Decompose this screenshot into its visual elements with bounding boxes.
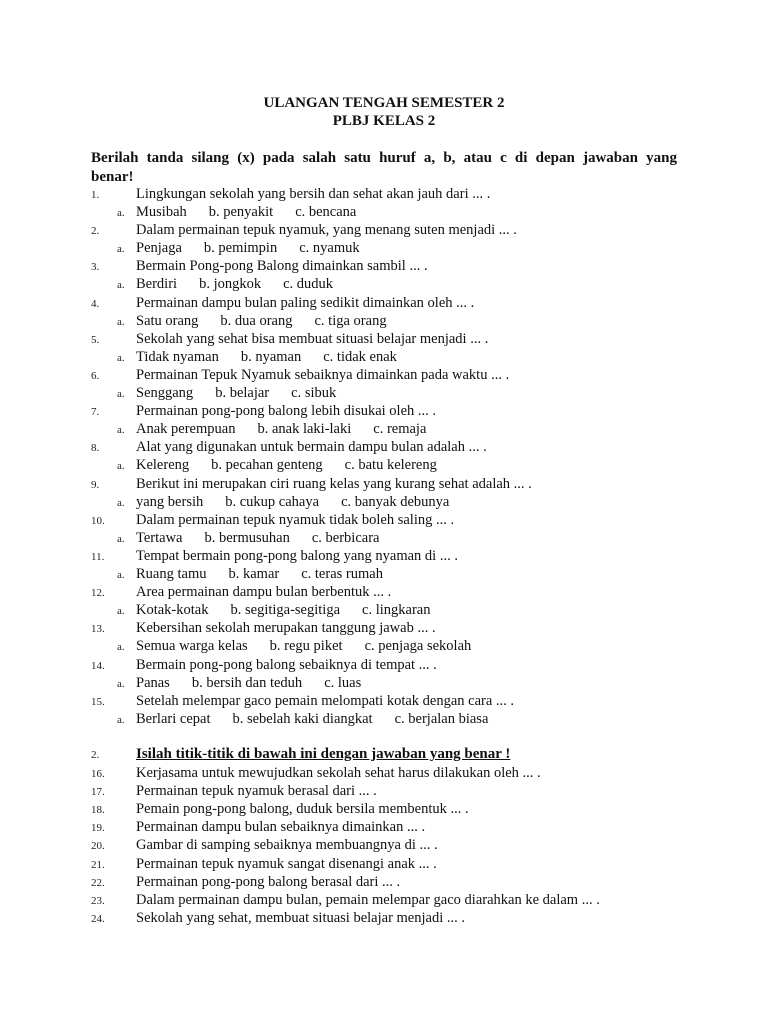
question-text: Kebersihan sekolah merupakan tanggung jawab ... . [136,620,436,636]
question-text: Dalam permainan tepuk nyamuk, yang menang suten menjadi ... . [136,222,517,238]
option-c: c. remaja [373,421,427,437]
question-number: 23. [91,895,105,907]
option-letter-a: a. [117,207,125,219]
option-letter-a: a. [117,352,125,364]
fill-in-question-text: Permainan tepuk nyamuk sangat disenangi anak ... . [136,856,437,872]
option-a: Tidak nyaman [136,349,219,365]
question-text: Permainan Tepuk Nyamuk sebaiknya dimainkan pada waktu ... . [136,367,510,383]
option-b: b. segitiga-segitiga [230,602,341,618]
option-a: Penjaga [136,240,182,256]
fill-in-question-text: Gambar di samping sebaiknya membuangnya di ... . [136,837,438,853]
option-b: b. anak laki-laki [257,421,352,437]
answer-options [136,529,401,547]
option-c: c. penjaga sekolah [364,638,472,654]
question-number: 3. [91,261,100,273]
question-number: 13. [91,623,105,635]
option-c: c. lingkaran [362,602,431,618]
question-text: Alat yang digunakan untuk bermain dampu bulan adalah ... . [136,439,487,455]
question-number: 16. [91,768,105,780]
section2-number: 2. [91,749,100,761]
option-letter-a: a. [117,569,125,581]
question-text: Sekolah yang sehat bisa membuat situasi belajar menjadi ... . [136,331,489,347]
option-c: c. nyamuk [299,240,360,256]
option-b: b. sebelah kaki diangkat [232,711,373,727]
option-b: b. nyaman [240,349,302,365]
question-number: 6. [91,370,100,382]
option-letter-a: a. [117,678,125,690]
option-a: Musibah [136,204,187,220]
option-b: b. regu piket [269,638,343,654]
question-text: Berikut ini merupakan ciri ruang kelas yang kurang sehat adalah ... . [136,476,532,492]
question-text: Bermain Pong-pong Balong dimainkan sambil ... . [136,258,428,274]
question-number: 2. [91,225,100,237]
option-b: b. bermusuhan [204,530,290,546]
option-b: b. kamar [228,566,280,582]
answer-options [136,565,405,583]
option-letter-a: a. [117,497,125,509]
question-number: 17. [91,786,105,798]
answer-options [136,674,383,692]
question-text: Permainan pong-pong balong lebih disukai oleh ... . [136,403,437,419]
option-a: Berdiri [136,276,178,292]
answer-options [136,710,510,728]
option-c: c. tiga orang [314,313,387,329]
question-number: 11. [91,551,105,563]
option-a: Kelereng [136,457,190,473]
option-letter-a: a. [117,424,125,436]
option-c: c. luas [324,675,362,691]
option-letter-a: a. [117,316,125,328]
option-letter-a: a. [117,460,125,472]
section2-instruction: Isilah titik-titik di bawah ini dengan jawaban yang benar ! [136,746,511,762]
option-c: c. berjalan biasa [394,711,489,727]
option-letter-a: a. [117,243,125,255]
question-number: 22. [91,877,105,889]
answer-options [136,312,409,330]
answer-options [136,601,452,619]
answer-options [136,493,471,511]
option-c: c. batu kelereng [344,457,437,473]
question-number: 1. [91,189,100,201]
option-c: c. berbicara [311,530,380,546]
option-b: b. cukup cahaya [225,494,320,510]
option-a: Semua warga kelas [136,638,248,654]
question-number: 19. [91,822,105,834]
question-number: 21. [91,859,105,871]
question-text: Dalam permainan tepuk nyamuk tidak boleh saling ... . [136,512,455,528]
question-number: 5. [91,334,100,346]
option-a: Panas [136,675,170,691]
question-number: 15. [91,696,105,708]
question-text: Setelah melempar gaco pemain melompati kotak dengan cara ... . [136,693,515,709]
option-b: b. jongkok [199,276,262,292]
answer-options [136,275,355,293]
option-letter-a: a. [117,714,125,726]
option-letter-a: a. [117,388,125,400]
option-a: Ruang tamu [136,566,207,582]
option-b: b. bersih dan teduh [191,675,303,691]
option-letter-a: a. [117,279,125,291]
option-letter-a: a. [117,533,125,545]
question-text: Tempat bermain pong-pong balong yang nyaman di ... . [136,548,458,564]
question-text: Area permainan dampu bulan berbentuk ... . [136,584,392,600]
option-a: Berlari cepat [136,711,211,727]
fill-in-question-text: Dalam permainan dampu bulan, pemain melempar gaco diarahkan ke dalam ... . [136,892,600,908]
option-a: Satu orang [136,313,199,329]
question-number: 24. [91,913,105,925]
question-number: 10. [91,515,105,527]
option-c: c. banyak debunya [341,494,450,510]
section1-instruction-line2: benar! [91,169,134,185]
question-number: 12. [91,587,105,599]
answer-options [136,384,358,402]
answer-options [136,456,459,474]
option-b: b. penyakit [208,204,274,220]
answer-options [136,239,382,257]
section1-instruction-line1: Berilah tanda silang (x) pada salah satu huruf a, b, atau c di depan jawaban yang [91,150,677,166]
option-b: b. pemimpin [203,240,278,256]
question-number: 20. [91,840,105,852]
question-number: 8. [91,442,100,454]
question-number: 14. [91,660,105,672]
option-letter-a: a. [117,641,125,653]
fill-in-question-text: Permainan dampu bulan sebaiknya dimainkan ... . [136,819,426,835]
option-a: yang bersih [136,494,204,510]
option-a: Kotak-kotak [136,602,209,618]
option-b: b. pecahan genteng [211,457,323,473]
option-a: Tertawa [136,530,183,546]
fill-in-question-text: Sekolah yang sehat, membuat situasi belajar menjadi ... . [136,910,465,926]
option-c: c. teras rumah [301,566,383,582]
page-title-line1: ULANGAN TENGAH SEMESTER 2 [263,95,505,111]
option-c: c. duduk [283,276,334,292]
question-text: Bermain pong-pong balong sebaiknya di tempat ... . [136,657,437,673]
page-title-line2: PLBJ KELAS 2 [332,113,436,129]
fill-in-question-text: Permainan tepuk nyamuk berasal dari ... . [136,783,377,799]
fill-in-question-text: Permainan pong-pong balong berasal dari ... . [136,874,401,890]
question-text: Lingkungan sekolah yang bersih dan sehat akan jauh dari ... . [136,186,491,202]
question-number: 7. [91,406,100,418]
option-b: b. dua orang [220,313,293,329]
option-letter-a: a. [117,605,125,617]
fill-in-question-text: Kerjasama untuk mewujudkan sekolah sehat harus dilakukan oleh ... . [136,765,541,781]
option-a: Anak perempuan [136,421,236,437]
question-number: 9. [91,479,100,491]
option-b: b. belajar [215,385,270,401]
answer-options [136,420,448,438]
question-text: Permainan dampu bulan paling sedikit dimainkan oleh ... . [136,295,475,311]
question-number: 4. [91,298,100,310]
answer-options [136,637,493,655]
answer-options [136,348,419,366]
option-c: c. bencana [295,204,357,220]
option-c: c. tidak enak [323,349,397,365]
option-c: c. sibuk [291,385,337,401]
question-number: 18. [91,804,105,816]
option-a: Senggang [136,385,194,401]
answer-options [136,203,378,221]
fill-in-question-text: Pemain pong-pong balong, duduk bersila membentuk ... . [136,801,469,817]
